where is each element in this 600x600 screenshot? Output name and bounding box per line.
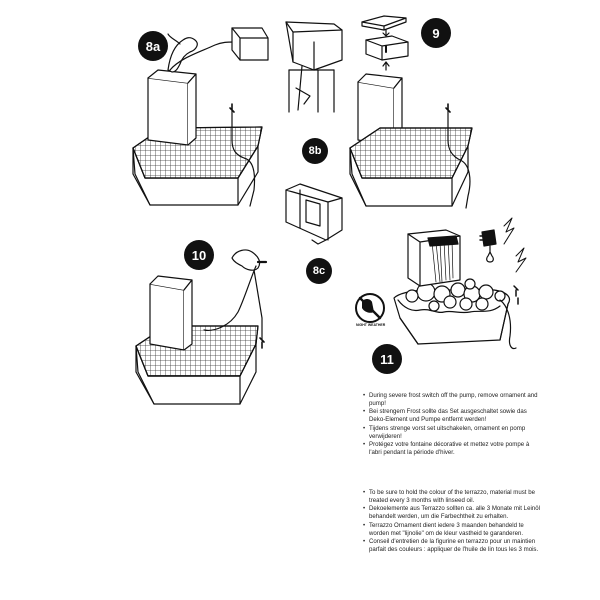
step-badge-8b: 8b (302, 138, 328, 164)
care-instruction-nl: • Terrazzo Ornament dient iedere 3 maanden behandeld te worden met "lijnolie" om de kleur vastheid te garanderen. (363, 522, 541, 537)
frost-instruction-de: • Bei strengem Frost sollte das Set ausgeschaltet sowie das Deko-Element und Pumpe entfernt werden! (363, 408, 541, 423)
frost-label: NIGHT WEATHER (356, 323, 386, 327)
frost-instruction-nl: • Tijdens strenge vorst set uitschakelen, ornament en pomp verwijderen! (363, 425, 541, 440)
step-8c-illustration (286, 184, 342, 244)
step-10-illustration (136, 250, 266, 404)
care-instruction-en: • To be sure to hold the colour of the terrazzo, material must be treated every 3 months with linseed oil. (363, 489, 541, 504)
frost-instructions (363, 392, 541, 458)
step-11-illustration (356, 218, 526, 349)
step-badge-8c: 8c (306, 258, 332, 284)
step-8b-illustration (286, 22, 342, 112)
lightning-1 (504, 218, 514, 244)
care-instructions (363, 489, 541, 555)
frost-instruction-fr: • Protégez votre fontaine décorative et mettez votre pompe à l'abri pendant la période d'hiver. (363, 441, 541, 456)
care-instruction-de: • Dekoelemente aus Terrazzo sollten ca. alle 3 Monate mit Leinöl behandelt werden, um die Farbechtheit zu erhalten. (363, 505, 541, 520)
step-badge-11: 11 (372, 344, 402, 374)
step-badge-9: 9 (421, 18, 451, 48)
step-badge-8a: 8a (138, 31, 168, 61)
frost-instruction-en: • During severe frost switch off the pump, remove ornament and pump! (363, 392, 541, 407)
ornament-8a (148, 78, 188, 145)
step-badge-10: 10 (184, 240, 214, 270)
no-touch-sign (356, 294, 384, 322)
step-9-illustration (350, 16, 472, 208)
lightning-2 (516, 248, 526, 272)
care-instruction-fr: • Conseil d'entretien de la figurine en terrazzo pour un maintien parfait des couleurs : appliquer de l'huile de lin tous les 3 mois. (363, 538, 541, 553)
